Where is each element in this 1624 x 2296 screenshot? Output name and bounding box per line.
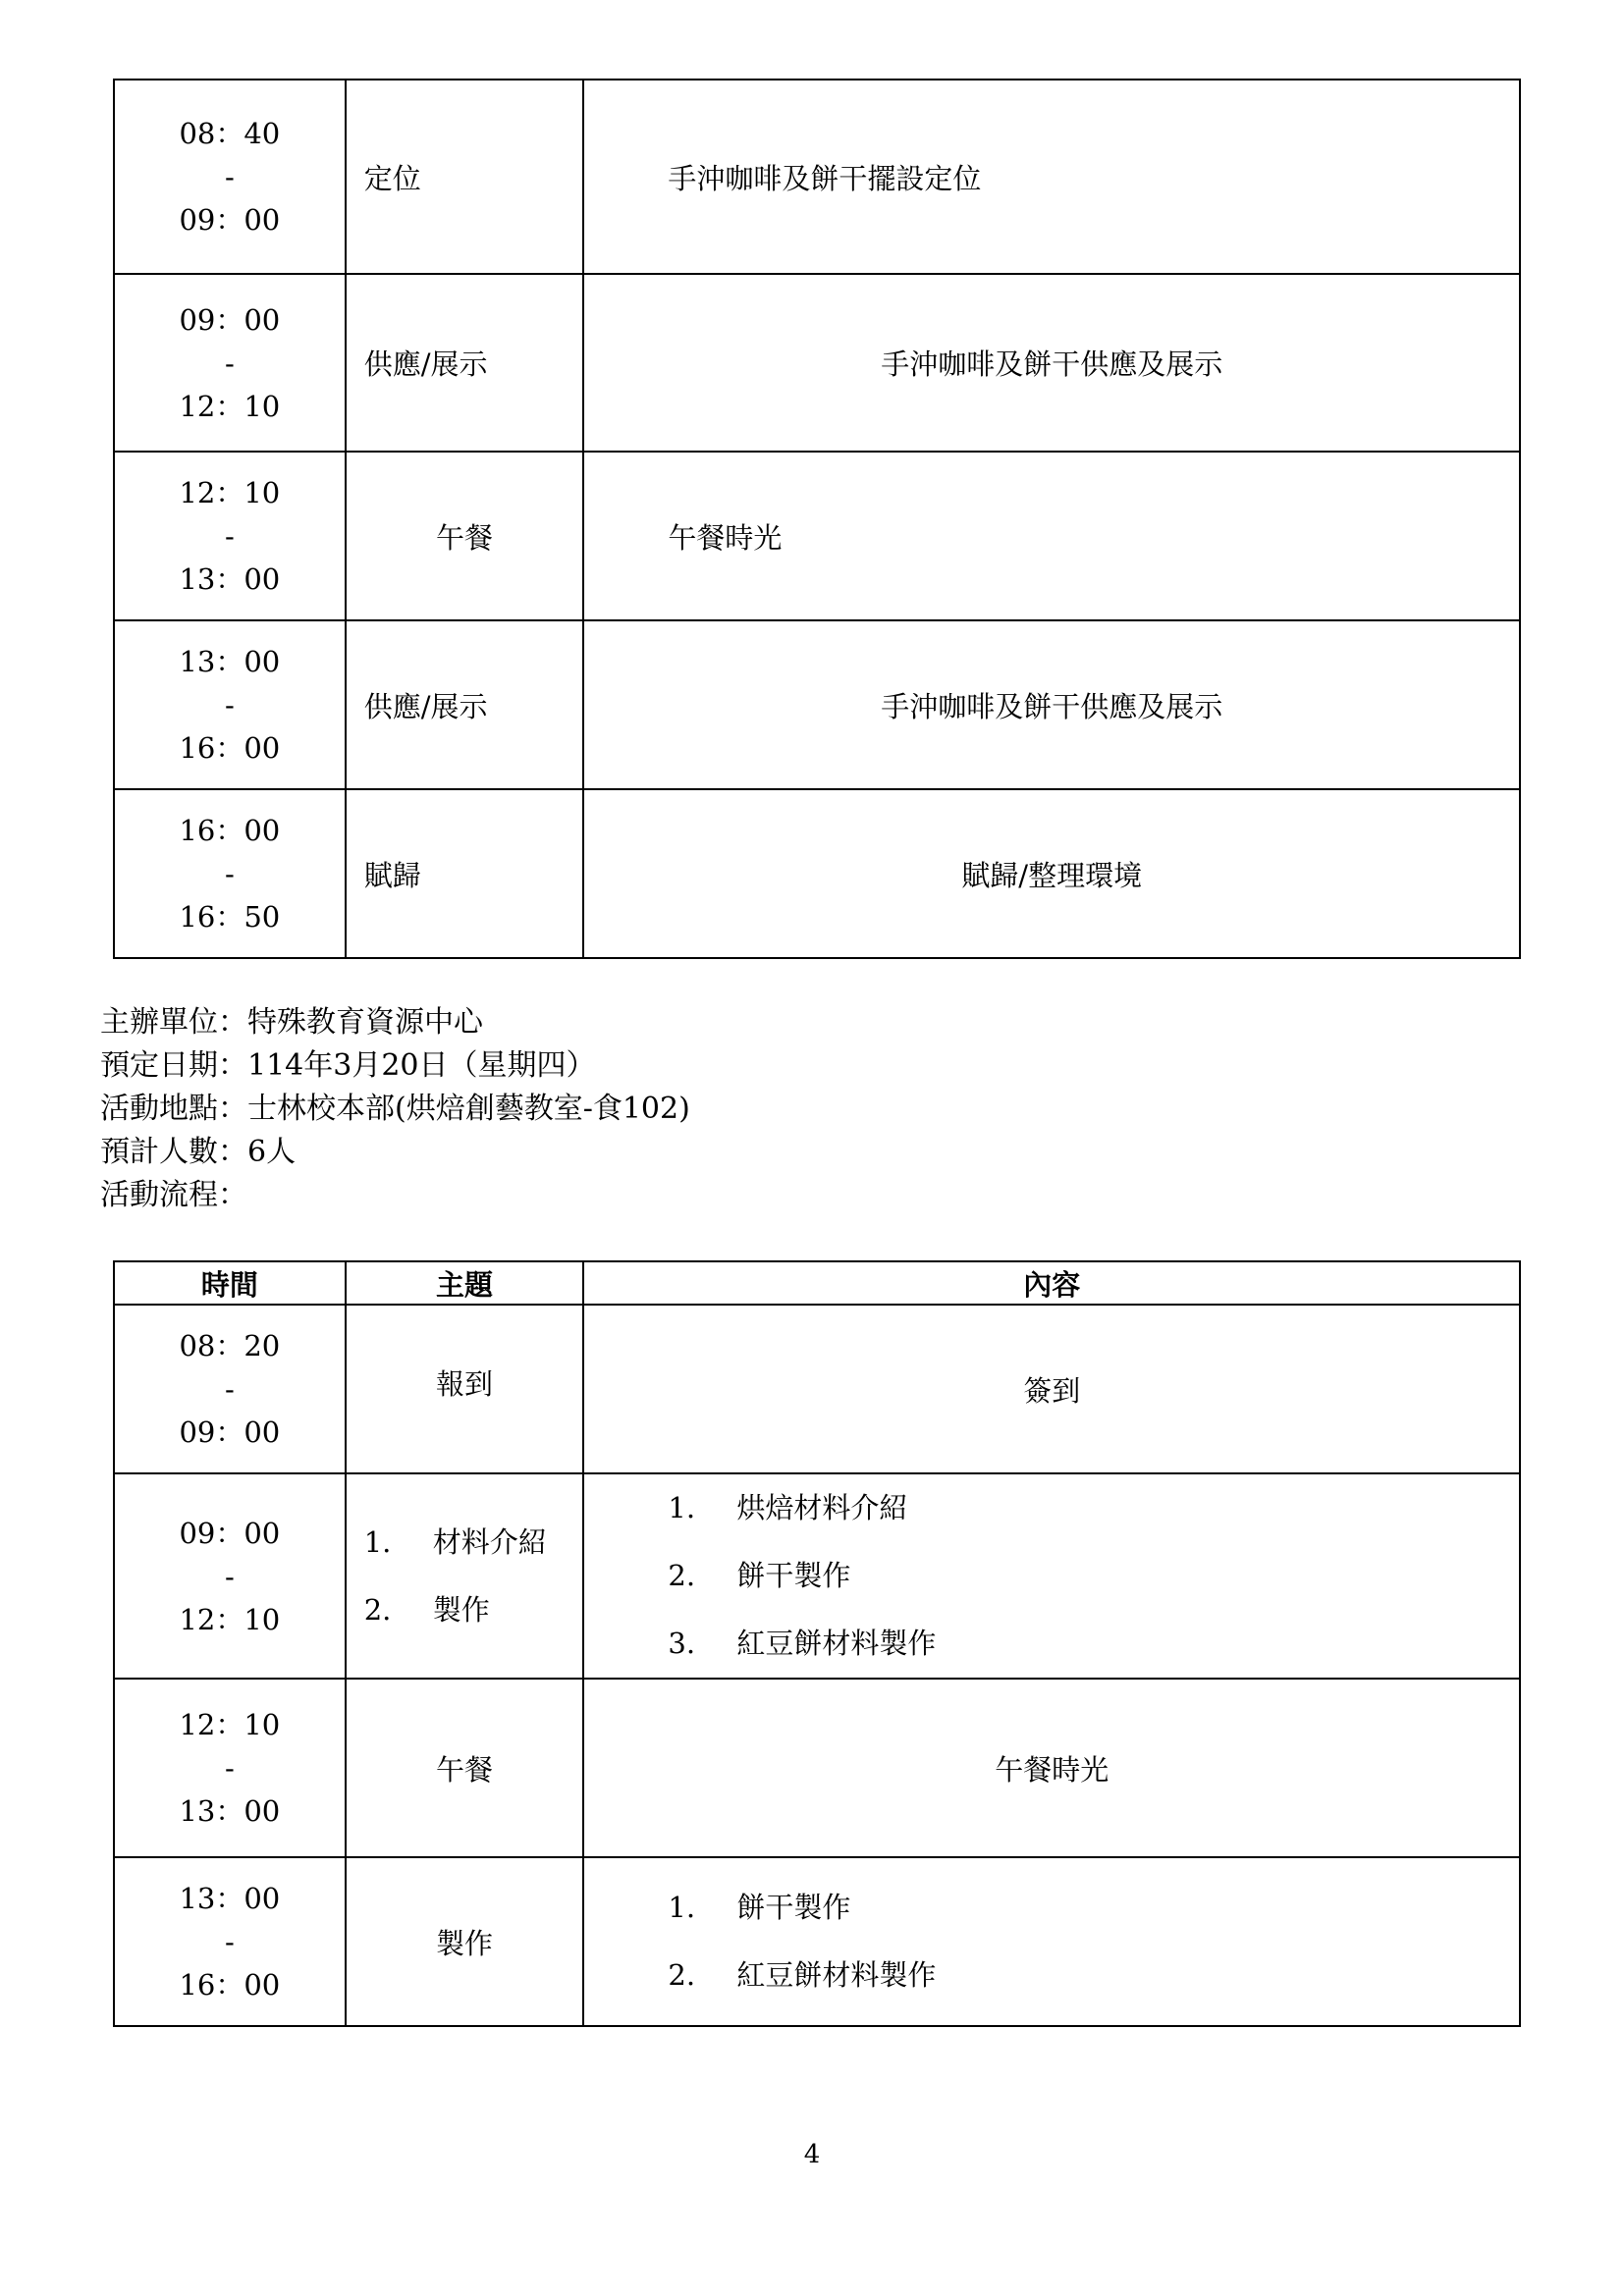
- time-cell: [114, 452, 346, 620]
- item-number: 2.: [668, 1958, 696, 1992]
- time-end: 16：50: [179, 900, 281, 934]
- time-dash: -: [224, 1751, 235, 1785]
- time-cell: [114, 1857, 346, 2026]
- list-item: [364, 1576, 583, 1644]
- topic-cell: 午餐: [346, 1679, 584, 1857]
- header-time: 時間: [114, 1261, 346, 1305]
- content-cell: 午餐時光: [583, 452, 1520, 620]
- time-dash: -: [224, 519, 235, 553]
- content-cell: [583, 1857, 1520, 2026]
- event-info: [100, 1001, 690, 1217]
- topic-cell: 午餐: [346, 452, 584, 620]
- content-cell: 賦歸/整理環境: [583, 789, 1520, 958]
- item-number: 3.: [668, 1627, 696, 1660]
- item-number: 2.: [363, 1592, 392, 1627]
- content-cell: 午餐時光: [583, 1679, 1520, 1857]
- time-end: 16：00: [179, 1968, 281, 2002]
- topic-cell: 供應/展示: [346, 274, 584, 452]
- time-end: 16：00: [179, 731, 281, 765]
- table-header-row: [114, 1261, 1520, 1305]
- topic-cell: 供應/展示: [346, 620, 584, 789]
- list-item: [668, 1874, 1519, 1942]
- content-cell: [583, 1473, 1520, 1679]
- time-start: 08：40: [179, 117, 281, 150]
- table-row: [114, 1857, 1520, 2026]
- time-dash: -: [224, 688, 235, 721]
- content-list: [668, 1874, 1519, 2009]
- topic-cell: 定位: [346, 80, 584, 274]
- time-start: 13：00: [179, 1882, 281, 1915]
- table-row: [114, 274, 1520, 452]
- headcount-line: 預計人數：6人: [100, 1135, 297, 1169]
- time-cell: [114, 80, 346, 274]
- item-text: 紅豆餅材料製作: [736, 1958, 937, 1992]
- item-text: 餅干製作: [736, 1891, 851, 1924]
- topic-list: [364, 1509, 583, 1644]
- table-row: [114, 789, 1520, 958]
- item-number: 1.: [668, 1891, 696, 1924]
- time-start: 08：20: [179, 1329, 281, 1362]
- list-item: [668, 1542, 1519, 1610]
- content-cell: 手沖咖啡及餅干擺設定位: [583, 80, 1520, 274]
- time-cell: [114, 620, 346, 789]
- topic-text: 報到: [436, 1367, 494, 1401]
- list-item: [668, 1610, 1519, 1678]
- time-start: 12：10: [179, 1708, 281, 1741]
- time-start: 12：10: [179, 476, 281, 509]
- time-end: 12：10: [179, 1602, 281, 1636]
- item-text: 材料介紹: [432, 1524, 547, 1559]
- list-item: [668, 1474, 1519, 1542]
- item-number: 2.: [668, 1559, 696, 1592]
- time-end: 13：00: [179, 1794, 281, 1828]
- item-text: 餅干製作: [736, 1559, 851, 1592]
- time-start: 09：00: [179, 302, 281, 337]
- time-end: 13：00: [179, 562, 281, 596]
- item-number: 1.: [668, 1491, 696, 1524]
- time-start: 09：00: [179, 1516, 281, 1550]
- time-cell: [114, 1305, 346, 1473]
- time-dash: -: [224, 1925, 235, 1958]
- content-cell: 手沖咖啡及餅干供應及展示: [583, 620, 1520, 789]
- time-cell: [114, 1679, 346, 1857]
- topic-cell: [346, 1473, 584, 1679]
- date-line: 預定日期：114年3月20日（星期四）: [100, 1048, 596, 1083]
- schedule-table-1: [113, 79, 1521, 959]
- schedule-table-2: [113, 1260, 1521, 2027]
- time-dash: -: [224, 857, 235, 890]
- header-topic: 主題: [346, 1261, 584, 1305]
- topic-cell: 賦歸: [346, 789, 584, 958]
- content-list: [668, 1474, 1519, 1678]
- item-text: 製作: [432, 1592, 490, 1627]
- page-number: 4: [803, 2140, 821, 2169]
- table-row: [114, 1679, 1520, 1857]
- content-cell: [583, 1305, 1520, 1473]
- header-content: 內容: [583, 1261, 1520, 1305]
- location-line: 活動地點：士林校本部(烘焙創藝教室-食102): [100, 1092, 690, 1126]
- time-start: 16：00: [179, 814, 281, 847]
- time-dash: -: [224, 346, 235, 380]
- content-cell: 手沖咖啡及餅干供應及展示: [583, 274, 1520, 452]
- table-row: [114, 1473, 1520, 1679]
- time-cell: [114, 1473, 346, 1679]
- time-end: 09：00: [179, 203, 281, 237]
- table-row: [114, 1305, 1520, 1473]
- time-cell: [114, 789, 346, 958]
- time-dash: -: [224, 1559, 235, 1593]
- list-item: [668, 1942, 1519, 2009]
- table-row: [114, 80, 1520, 274]
- time-end: 12：10: [179, 389, 281, 423]
- topic-cell: [346, 1305, 584, 1473]
- item-text: 烘焙材料介紹: [736, 1491, 908, 1524]
- time-start: 13：00: [179, 645, 281, 678]
- item-number: 1.: [363, 1524, 392, 1559]
- time-dash: -: [224, 1372, 235, 1406]
- flow-line: 活動流程：: [100, 1178, 247, 1212]
- table-row: [114, 620, 1520, 789]
- content-text: 簽到: [1023, 1373, 1081, 1408]
- table-row: [114, 452, 1520, 620]
- time-cell: [114, 274, 346, 452]
- item-text: 紅豆餅材料製作: [736, 1627, 937, 1660]
- list-item: [364, 1509, 583, 1576]
- organizer-line: 主辦單位：特殊教育資源中心: [100, 1005, 483, 1040]
- time-end: 09：00: [179, 1415, 281, 1449]
- time-dash: -: [224, 160, 235, 193]
- topic-cell: 製作: [346, 1857, 584, 2026]
